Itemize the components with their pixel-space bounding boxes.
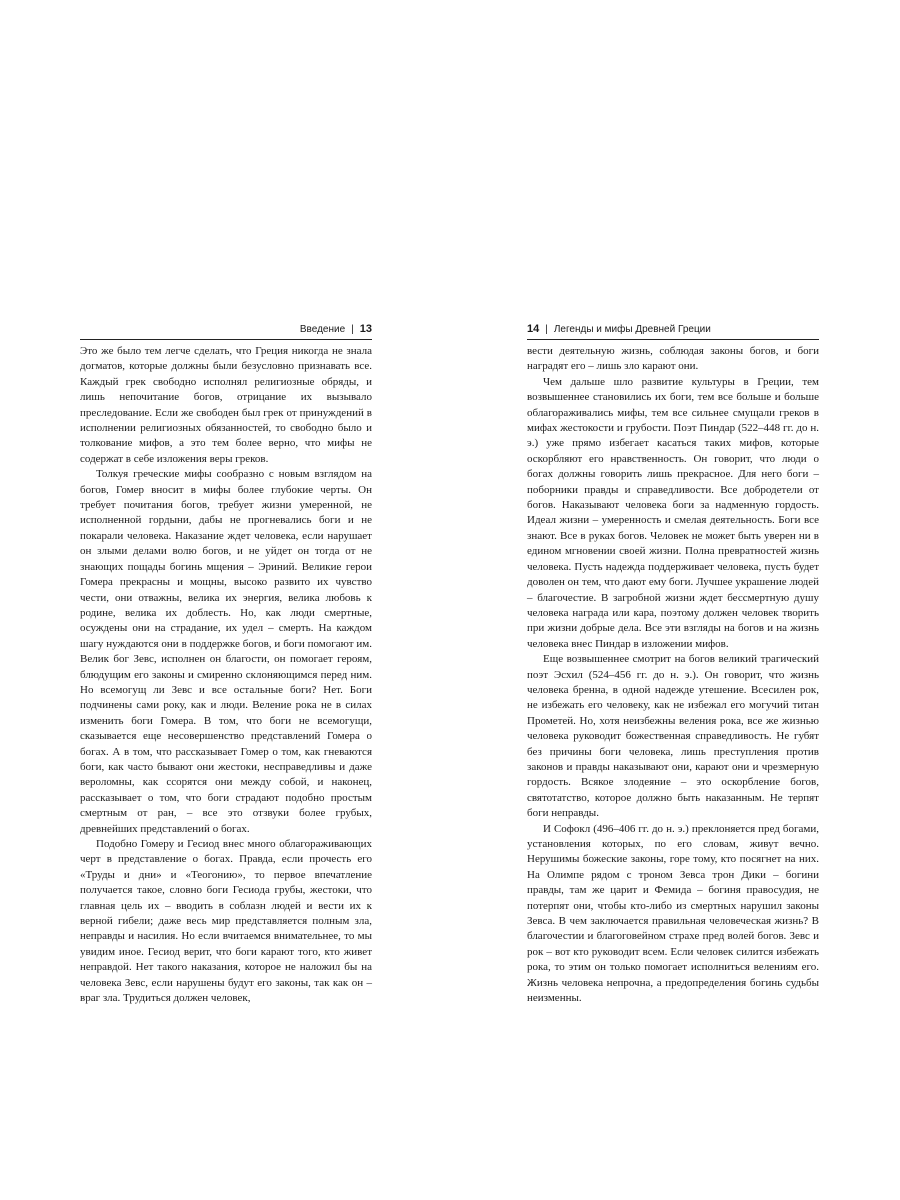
left-page-body <box>80 344 372 1006</box>
running-head-right <box>527 322 819 340</box>
page-number: 14 <box>527 323 540 335</box>
header-separator: | <box>351 324 354 335</box>
book-title: Легенды и мифы Древней Греции <box>553 324 711 335</box>
right-page-body <box>527 344 819 1006</box>
header-separator: | <box>545 324 548 335</box>
paragraph: Подобно Гомеру и Гесиод внес много облагораживающих черт в представление о богах. Правда, если прочесть его «Труды и дни» и «Теогонию», то первое впечатление получается такое, словно боги Гесиода грубы, жестоки, что главная цель их – вводить в соблазн людей и вести их к верной гибели; даже весь мир представляется полным зла, неправды и насилия. Но если вчитаемся внимательнее, то мы увидим иное. Гесиод верит, что боги карают того, кто живет неправдой. Нет такого наказания, которое не наложил бы на человека Зевс, если нарушены будут его законы, так как он – враг зла. Трудиться должен человек, <box>80 838 372 1005</box>
page-number: 13 <box>359 323 372 335</box>
section-title: Введение <box>299 324 346 335</box>
paragraph: И Софокл (496–406 гг. до н. э.) преклоняется пред богами, установления которых, по его словам, живут вечно. Нерушимы божеские законы, горе тому, кто посягнет на них. На Олимпе рядом с троном Зевса трон Дики – богини правды, там же царит и Фемида – богиня правосудия, не потерпят они, чтобы кто-либо из смертных нарушил законы Зевса. В чем заключается правильная человеческая жизнь? В благочестии и благоговейном страхе пред волей богов. Зевс и рок – вот кто руководит всем. Если человек силится избежать рока, то этим он только помогает исполниться велениям его. Жизнь человека непрочна, а предопределения богинь судьбы неизменны. <box>527 822 819 1005</box>
right-page <box>527 322 819 1006</box>
running-head-left <box>80 322 372 340</box>
paragraph: вести деятельную жизнь, соблюдая законы богов, и боги наградят его – лишь зло карают они. <box>527 345 819 373</box>
left-page <box>80 322 372 1006</box>
paragraph: Толкуя греческие мифы сообразно с новым взглядом на богов, Гомер вносит в мифы более глубокие черты. Он требует почитания богов, требует жизни умеренной, не исполненной гордыни, дабы не прогневались боги и не покарали человека. Наказание ждет человека, если нарушает он злыми делами волю богов, и не уйдет он тогда от не знающих пощады богинь мщения – Эриний. Великие герои Гомера прекрасны и мощны, высоко развито их чувство чести, они отважны, велика их энергия, велика любовь к родине, велика их доблесть. Но, как люди смертные, осуждены они на страдание, их удел – смерть. На каждом шагу нуждаются они в поддержке богов, и боги помогают им. Велик бог Зевс, исполнен он благости, он помогает героям, блюдущим его законы и смиренно склоняющимся перед ним. Но всемогущ ли Зевс и все остальные боги? Нет. Боги подчинены сами року, как и люди. Веление рока не в силах изменить боги Гомера. В том, что боги не всемогущи, сказывается еще несовершенство представлений Гомера о богах. А в том, что рассказывает Гомер о том, как гневаются боги, как часто бывают они жестоки, несправедливы и даже вероломны, как ссорятся они между собой, и наконец, рассказывает о том, что боги страдают подобно простым смертным от ран, – все это отзвуки более грубых, древнейших представлений о богах. <box>80 468 372 835</box>
paragraph: Чем дальше шло развитие культуры в Греции, тем возвышеннее становились их боги, тем все больше и больше облагораживались мифы, тем все сильнее смущали греков в мифах жестокости и грубости. Поэт Пиндар (522–448 гг. до н. э.) уже прямо избегает касаться таких мифов, которые оскорбляют его нравственность. Он говорит, что люди о богах должны говорить лишь прекрасное. Для него боги – поборники правды и справедливости. Все добродетели от богов. Наказывают человека боги за надменную гордость. Идеал жизни – умеренность и смелая деятельность. Боги все знают. Все в руках богов. Человек не может быть уверен ни в едином мгновении своей жизни. Полна превратностей жизнь человека. Пусть надежда поддерживает человека, пусть будет доволен он тем, что дают ему боги. Лучшее украшение людей – благочестие. В загробной жизни ждет бессмертную душу человека награда или кара, поэтому должен человек творить при жизни добрые дела. Все эти взгляды на богов и на жизнь человека внес Пиндар в изложении мифов. <box>527 375 819 650</box>
paragraph: Еще возвышеннее смотрит на богов великий трагический поэт Эсхил (524–456 гг. до н. э.). Он говорит, что жизнь человека бренна, в одной надежде утешение. Всесилен рок, не избежать его человеку, как не избежал его могучий титан Прометей. Но, хотя неизбежны веления рока, все же жизнью человека руководит божественная справедливость. Не губят без причины боги человека, лишь преступления против законов и правды наказывают они, карают они и чрезмерную гордость. Всякое злодеяние – это оскорбление богов, святотатство, которое должно быть наказанным. Не терпят боги неправды. <box>527 653 819 820</box>
paragraph: Это же было тем легче сделать, что Греция никогда не знала догматов, которые должны были безусловно признавать все. Каждый грек свободно исполнял религиозные обряды, и лишь непочитание богов, отрицание их вызывало преследование. Если же свободен был грек от принуждений в исполнении религиозных обязанностей, то свободно было и толкование мифов, а это тем более верно, что мифы не содержат в себе изложения веры греков. <box>80 345 372 465</box>
